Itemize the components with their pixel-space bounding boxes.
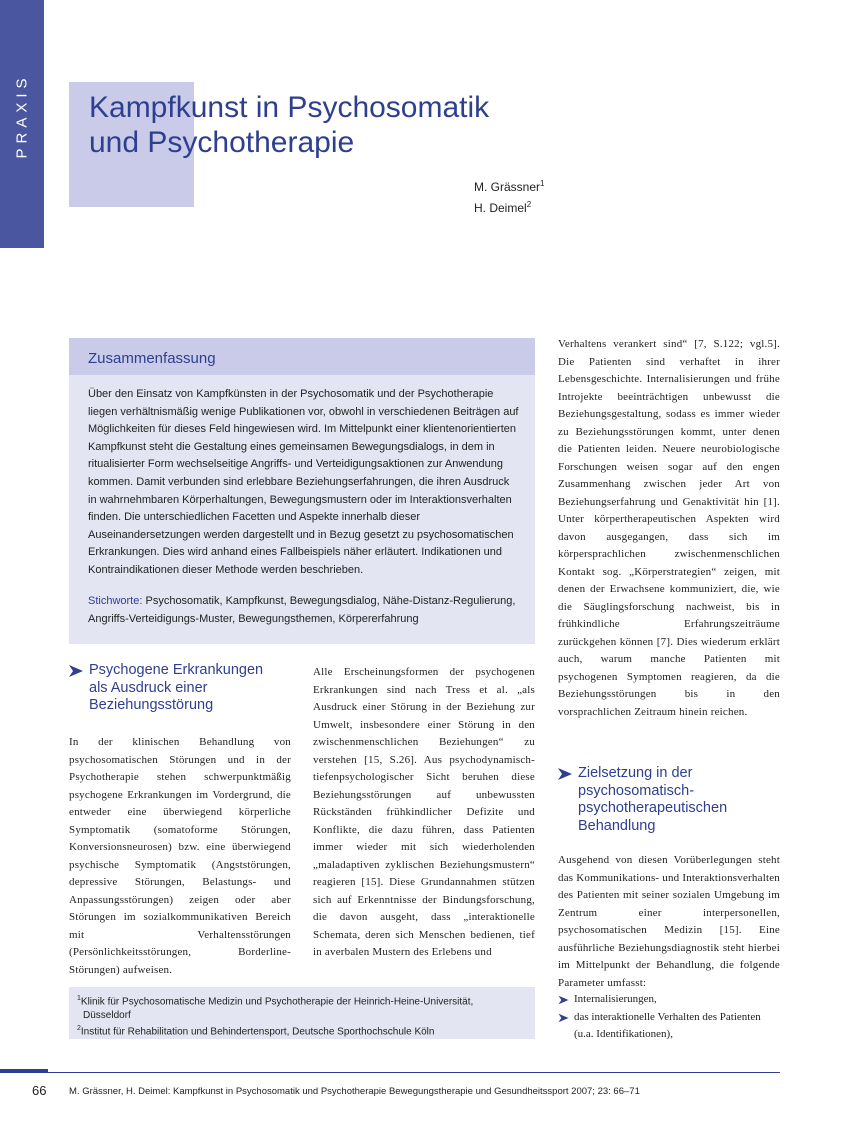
author-affiliation-mark: 2 bbox=[526, 200, 532, 209]
footnote-1-continued: Düsseldorf bbox=[83, 1009, 131, 1021]
body-column-3-top: Verhaltens verankert sind“ [7, S.122; vgl.5]. Die Patienten sind verhaftet in ihrer Lebensgeschichte. Internalisierungen und frühe Introjekte beeinträchtigen unbewusst die Beziehungsgestaltung, sodass es immer wieder zu Beziehungsstörungen kommt, unter denen die Patienten leiden. Neuere neurobiologische Forschungen weisen sogar auf den engen Zusammenhang zwischen jeder Art von Beziehungserfahrung und Genaktivität hin [1]. Unter körpertherapeutischen Aspekten wird davon ausgegangen, dass sich im körpersprachlichen zwischenmenschlichen Kontakt sog. „Körperstrategien“ zeigen, mit denen der Erwachsene kommuniziert, die, wie die Säuglingsforschung nachweist, bis in frühkindliche Erfahrungszeiträume zurückgehen können [7]. Dies wiederum erklärt auch, warum manche Patienten mit psychogenen Symptomen reagieren, da die Beziehungsstörungen bis in den vorsprachlichen Zeitraum hinein reichen. bbox=[558, 338, 780, 718]
heading-line: Beziehungsstörung bbox=[89, 697, 214, 713]
footer-citation: M. Grässner, H. Deimel: Kampfkunst in Psychosomatik und Psychotherapie Bewegungstherapie und Gesundheitssport 2007; 23: 66–71 bbox=[69, 1086, 640, 1097]
heading-line: als Ausdruck einer bbox=[89, 679, 208, 696]
author-1 bbox=[474, 175, 544, 196]
footnote-text: Klinik für Psychosomatische Medizin und Psychotherapie der Heinrich-Heine-Universität, bbox=[80, 996, 474, 1008]
abstract-header-bar bbox=[69, 338, 535, 375]
author-affiliation-mark: 1 bbox=[540, 179, 545, 188]
arrow-icon bbox=[558, 995, 569, 1005]
footnote-2 bbox=[77, 1022, 473, 1039]
footnote-mark: 1 bbox=[77, 995, 81, 1002]
body-column-2: Alle Erscheinungsformen der psychogenen Erkrankungen sind nach Tress et al. „als Ausdruck einer Störung in der Beziehung zur Umwelt, insbesondere einer Störung in den zwischenmenschlichen Beziehungen“ zu verstehen [15, S.26]. Aus psychodynamisch-tiefenpsychologischer Sicht beruhen diese Beziehungsstörungen auf unbewussten Rückständen frühkindlicher Defizite und Konflikte, die dazu führen, dass Patienten immer wieder mit sich wiederholenden „maladaptiven zyklischen Beziehungsmustern“ reagieren [15]. Diese Grundannahmen stützen sich auf Erkenntnisse der Bindungsforschung, die davon ausgeht, dass „interaktionelle Schemata, deren sich Menschen bedienen, tief in averbalen Mustern des Erlebens und bbox=[313, 666, 535, 958]
article-title bbox=[89, 90, 489, 160]
footnote-mark: 2 bbox=[77, 1025, 81, 1033]
section-label: PRAXIS bbox=[13, 73, 31, 159]
title-line-1: Kampfkunst in Psychosomatik bbox=[89, 91, 490, 124]
list-item-text: das interaktionelle Verhalten des Patienten (u.a. Identifikationen), bbox=[574, 1010, 761, 1040]
abstract-heading: Zusammenfassung bbox=[88, 350, 216, 367]
list-item bbox=[558, 991, 780, 1009]
section-heading-psychogene bbox=[69, 662, 299, 715]
keywords bbox=[88, 593, 520, 628]
footnotes bbox=[77, 992, 473, 1039]
abstract-text: Über den Einsatz von Kampfkünsten in der Psychosomatik und der Psychotherapie liegen verhältnismäßig wenige Publikationen vor, obwohl in verschiedenen Beiträgen auf Möglichkeiten für dieses Feld hingewiesen wird. Im Mittelpunkt einer klientenorientierten Kampfkunst steht die Gestaltung eines gemeinsamen Bewegungsdialogs, in dem in ritualisierter Form wechselseitige Angriffs- und Verteidigungsaktionen zur Anwendung kommen. Damit verbunden sind erlebbare Beziehungserfahrungen, die ihren Ausdruck in wahrnehmbaren Körperhaltungen, Bewegungsmustern oder im Interaktionsverhalten finden. Die unterschiedlichen Facetten und Aspekte innerhalb dieser Auseinandersetzungen werden dargestellt und in Bezug gesetzt zu psychosomatischen Erkrankungen. Dies wird anhand eines Fallbeispiels näher erläutert. Indikationen und Kontraindikationen dieser Methode werden beschrieben. bbox=[88, 388, 519, 576]
keywords-label: Stichworte: bbox=[88, 595, 143, 607]
arrow-icon bbox=[69, 664, 83, 678]
heading-line: Behandlung bbox=[578, 817, 656, 834]
arrow-icon bbox=[558, 1013, 569, 1023]
keywords-list: Psychosomatik, Kampfkunst, Bewegungsdialog, Nähe-Distanz-Regulierung, Angriffs-Verteidigungs-Muster, Bewegungsthemen, Körpererfahrung bbox=[88, 595, 516, 625]
footer-rule bbox=[48, 1072, 780, 1073]
title-line-2: und Psychotherapie bbox=[89, 126, 355, 159]
heading-line: Zielsetzung in der bbox=[578, 765, 693, 781]
body-column-1: In der klinischen Behandlung von psychosomatischen Störungen und in der Psychotherapie stehen schwerpunktmäßig psychogene Erkrankungen im Vordergrund, die entweder eine überwiegend körperliche Symptomatik (somatoforme Störungen, Konversionsneurosen) bzw. eine überwiegend psychische Symptomatik (Angststörungen, depressive Störungen, Belastungs- und Anpassungsstörungen) zeigen oder aber Störungen im sozialkommunikativen Bereich mit Verhaltensstörungen (Persönlichkeitsstörungen, Borderline-Störungen) aufweisen. bbox=[69, 736, 291, 976]
footnote-1 bbox=[77, 992, 473, 1009]
section-heading-zielsetzung bbox=[558, 765, 780, 835]
heading-line: Psychogene Erkrankungen bbox=[89, 662, 264, 678]
page-number: 66 bbox=[32, 1083, 47, 1098]
parameter-list bbox=[558, 991, 780, 1044]
footer-accent-bar bbox=[0, 1069, 48, 1073]
author-list bbox=[474, 175, 544, 217]
abstract-box bbox=[69, 338, 535, 644]
author-2 bbox=[474, 196, 544, 217]
heading-line: psychosomatisch- bbox=[578, 782, 695, 799]
author-name: H. Deimel bbox=[474, 201, 527, 215]
list-item bbox=[558, 1009, 780, 1044]
heading-line: psychotherapeutischen bbox=[578, 800, 728, 816]
body-column-3-bottom: Ausgehend von diesen Vorüberlegungen steht das Kommunikations- und Interaktionsverhalten des Patienten mit seiner sozialen Umgebung im Zentrum einer interpersonellen, psychosomatischen Medizin [15]. Eine ausführliche Beziehungsdiagnostik steht hierbei im Mittelpunkt der Behandlung, die folgende Parameter umfasst: bbox=[558, 854, 780, 989]
footnote-box bbox=[69, 987, 535, 1039]
author-name: M. Grässner bbox=[474, 180, 541, 194]
list-item-text: Internalisierungen, bbox=[574, 993, 657, 1005]
arrow-icon bbox=[558, 767, 572, 781]
footnote-text: Institut für Rehabilitation und Behindertensport, Deutsche Sporthochschule Köln bbox=[80, 1026, 435, 1038]
section-sidebar bbox=[0, 0, 44, 248]
